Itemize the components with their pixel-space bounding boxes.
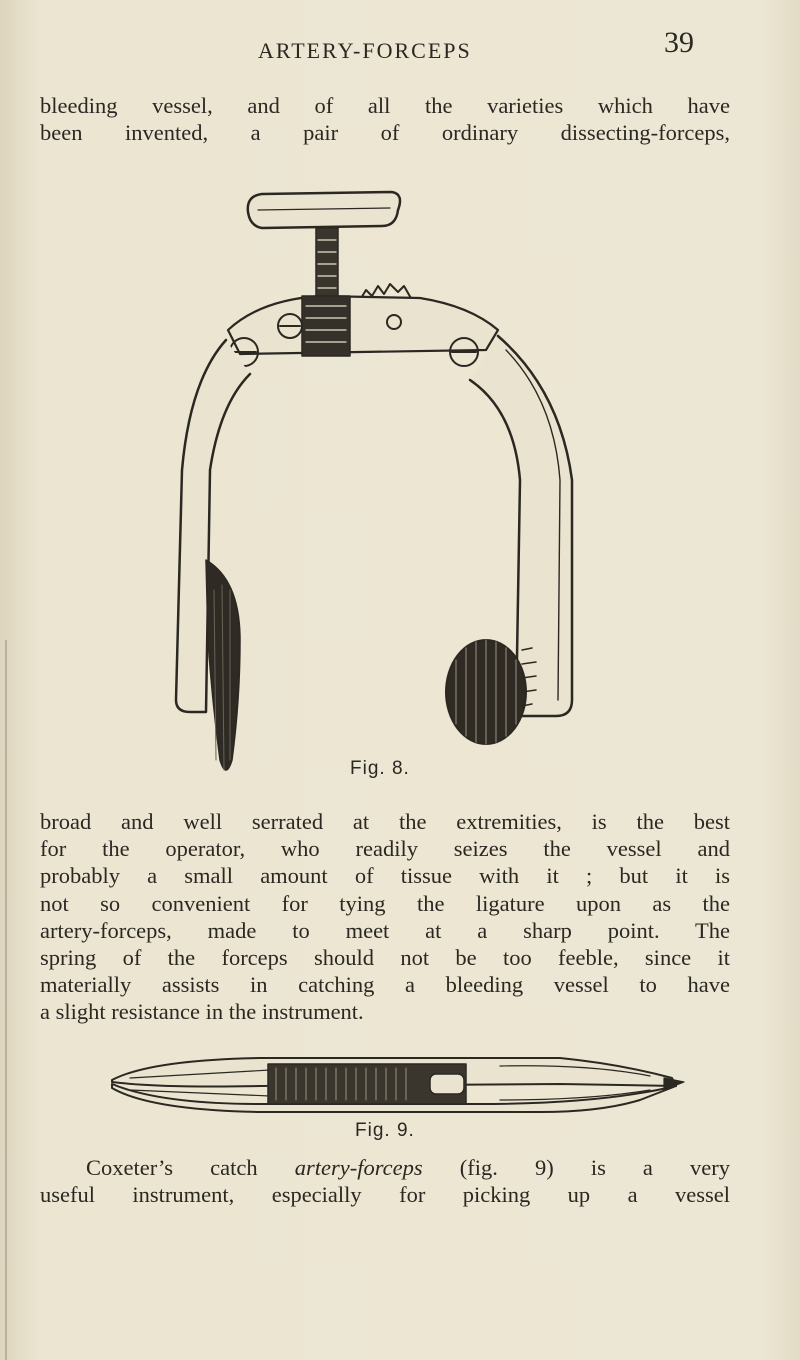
text-line: spring of the forceps should not be too feeble, since it [40, 945, 730, 971]
text-line: artery-forceps, made to meet at a sharp point. The [40, 917, 730, 943]
text-line: materially assists in catching a bleeding vessel to have [40, 972, 730, 998]
text-run: Coxeter’s catch [86, 1155, 295, 1180]
text-line: bleeding vessel, and of all the varieties which have [40, 93, 730, 118]
text-line: probably a small amount of tissue with it ; but it is [40, 863, 730, 889]
italic-term: artery-forceps [294, 1155, 423, 1180]
text-line: a slight resistance in the instrument. [40, 999, 364, 1025]
page-number: 39 [664, 26, 694, 59]
figure-caption: Fig. 8. [350, 758, 410, 779]
text-line: been invented, a pair of ordinary dissecting-forceps, [40, 120, 730, 145]
text-line: useful instrument, especially for picking up a vessel [40, 1182, 730, 1207]
text-line: not so convenient for tying the ligature upon as the [40, 890, 730, 916]
text-line: for the operator, who readily seizes the vessel and [40, 836, 730, 862]
text-line: broad and well serrated at the extremities, is the best [40, 809, 730, 834]
paragraph-bottom [40, 1154, 730, 1208]
text-run: (fig. 9) is a very [422, 1155, 731, 1180]
figure-caption: Fig. 9. [355, 1120, 415, 1141]
running-head: ARTERY-FORCEPS [258, 38, 472, 63]
text-line [40, 1154, 730, 1181]
